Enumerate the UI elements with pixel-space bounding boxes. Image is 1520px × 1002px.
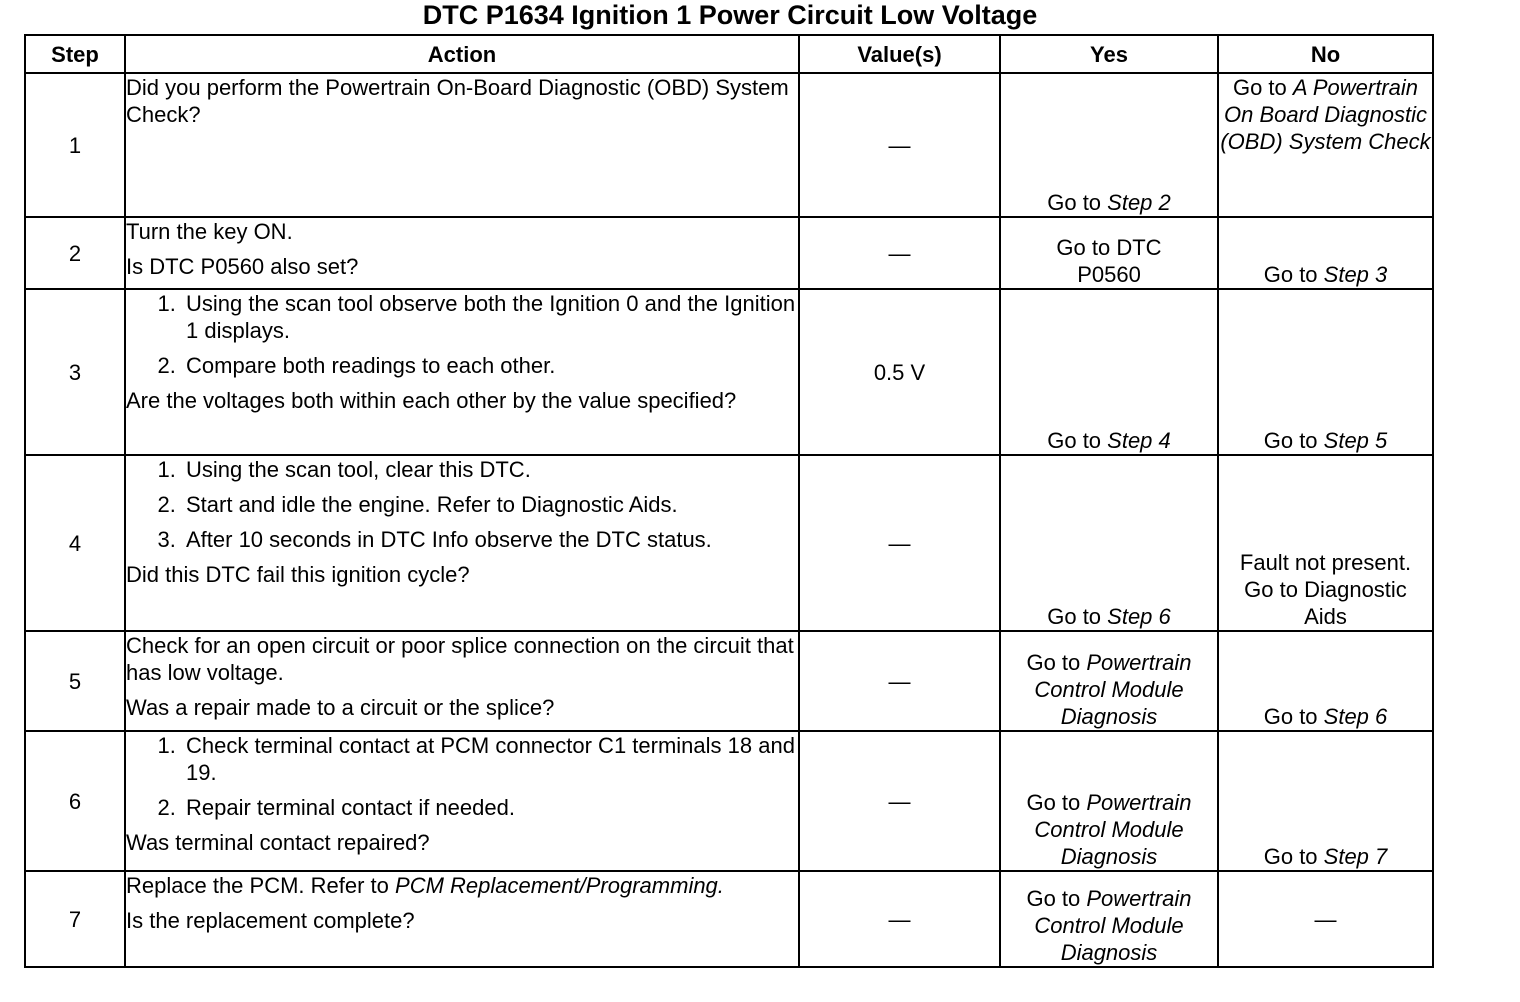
- yes-cell: [1000, 631, 1218, 731]
- yes-prefix: Go to: [1047, 428, 1108, 453]
- yes-cell: [1000, 731, 1218, 871]
- no-prefix: Go to: [1263, 428, 1324, 453]
- header-value: Value(s): [799, 35, 1000, 73]
- yes-link[interactable]: Step 4: [1107, 428, 1171, 453]
- header-row: [25, 35, 1433, 73]
- action-cell: [125, 631, 799, 731]
- action-question: Did this DTC fail this ignition cycle?: [126, 562, 470, 587]
- step-number: 3: [25, 289, 125, 455]
- step-number: 6: [25, 731, 125, 871]
- no-link[interactable]: A Powertrain On Board Diagnostic (OBD) System Check: [1220, 75, 1431, 154]
- no-prefix: Go to: [1263, 844, 1324, 869]
- no-prefix: Go to: [1232, 75, 1293, 100]
- action-line: Check for an open circuit or poor splice connection on the circuit that has low voltage.: [126, 633, 794, 685]
- step-number: 7: [25, 871, 125, 967]
- no-link[interactable]: Step 6: [1323, 704, 1388, 729]
- yes-prefix: Go to: [1026, 650, 1087, 675]
- action-prefix: Replace the PCM. Refer to: [126, 873, 396, 898]
- action-question: Is DTC P0560 also set?: [126, 254, 359, 279]
- action-text: Did you perform the Powertrain On-Board Diagnostic (OBD) System Check?: [126, 75, 789, 127]
- step-number: 1: [25, 73, 125, 217]
- action-cell: [125, 289, 799, 455]
- no-text[interactable]: Fault not present. Go to Diagnostic Aids: [1239, 550, 1412, 629]
- no-cell: [1218, 455, 1433, 631]
- step-number: 5: [25, 631, 125, 731]
- header-step: Step: [25, 35, 125, 73]
- action-steps: [126, 290, 798, 379]
- yes-link[interactable]: Powertrain Control Module Diagnosis: [1034, 886, 1192, 965]
- table-row: [25, 289, 1433, 455]
- table-row: [25, 631, 1433, 731]
- table-row: [25, 73, 1433, 217]
- no-link[interactable]: Step 3: [1323, 262, 1388, 287]
- no-cell: —: [1218, 871, 1433, 967]
- no-prefix: Go to: [1263, 704, 1324, 729]
- table-row: [25, 217, 1433, 289]
- action-step: 2. Compare both readings to each other.: [182, 352, 798, 379]
- header-action: Action: [125, 35, 799, 73]
- yes-cell: [1000, 455, 1218, 631]
- no-link[interactable]: Step 5: [1323, 428, 1388, 453]
- yes-cell: [1000, 289, 1218, 455]
- no-cell: [1218, 731, 1433, 871]
- no-cell: [1218, 289, 1433, 455]
- no-prefix: Go to: [1263, 262, 1324, 287]
- action-line: [126, 872, 798, 899]
- value-cell: —: [799, 871, 1000, 967]
- action-question: Is the replacement complete?: [126, 908, 415, 933]
- action-link[interactable]: PCM Replacement/Programming.: [395, 873, 724, 898]
- value-cell: —: [799, 731, 1000, 871]
- no-cell: [1218, 73, 1433, 217]
- action-steps: [126, 732, 798, 821]
- header-yes: Yes: [1000, 35, 1218, 73]
- value-cell: 0.5 V: [799, 289, 1000, 455]
- action-steps: [126, 456, 798, 553]
- action-cell: [125, 871, 799, 967]
- table-row: [25, 731, 1433, 871]
- diagnostic-table: [24, 34, 1434, 968]
- value-cell: —: [799, 455, 1000, 631]
- step-number: 2: [25, 217, 125, 289]
- action-cell: [125, 731, 799, 871]
- table-row: [25, 871, 1433, 967]
- yes-text[interactable]: Go to DTC P0560: [1056, 235, 1162, 287]
- action-question: Was a repair made to a circuit or the splice?: [126, 695, 555, 720]
- action-step: 2. Start and idle the engine. Refer to Diagnostic Aids.: [182, 491, 798, 518]
- table-row: [25, 455, 1433, 631]
- no-cell: [1218, 631, 1433, 731]
- action-step: 1. Check terminal contact at PCM connector C1 terminals 18 and 19.: [182, 732, 798, 786]
- no-cell: [1218, 217, 1433, 289]
- action-cell: [125, 455, 799, 631]
- action-step: 1. Using the scan tool, clear this DTC.: [182, 456, 798, 483]
- yes-link[interactable]: Powertrain Control Module Diagnosis: [1034, 790, 1192, 869]
- yes-link[interactable]: Powertrain Control Module Diagnosis: [1034, 650, 1192, 729]
- action-step: 3. After 10 seconds in DTC Info observe the DTC status.: [182, 526, 798, 553]
- action-step: 2. Repair terminal contact if needed.: [182, 794, 798, 821]
- action-line: Turn the key ON.: [126, 219, 293, 244]
- value-cell: —: [799, 73, 1000, 217]
- yes-cell: [1000, 73, 1218, 217]
- header-no: No: [1218, 35, 1433, 73]
- yes-prefix: Go to: [1026, 886, 1087, 911]
- action-step: 1. Using the scan tool observe both the Ignition 0 and the Ignition 1 displays.: [182, 290, 798, 344]
- yes-link[interactable]: Step 6: [1107, 604, 1171, 629]
- step-number: 4: [25, 455, 125, 631]
- action-question: Was terminal contact repaired?: [126, 830, 430, 855]
- value-cell: —: [799, 217, 1000, 289]
- yes-prefix: Go to: [1047, 190, 1108, 215]
- yes-prefix: Go to: [1026, 790, 1087, 815]
- action-question: Are the voltages both within each other by the value specified?: [126, 388, 737, 413]
- yes-link[interactable]: Step 2: [1107, 190, 1171, 215]
- action-cell: [125, 73, 799, 217]
- action-cell: [125, 217, 799, 289]
- yes-prefix: Go to: [1047, 604, 1108, 629]
- value-cell: —: [799, 631, 1000, 731]
- no-link[interactable]: Step 7: [1323, 844, 1388, 869]
- yes-cell: [1000, 217, 1218, 289]
- yes-cell: [1000, 871, 1218, 967]
- page-title: DTC P1634 Ignition 1 Power Circuit Low Voltage: [422, 0, 1038, 30]
